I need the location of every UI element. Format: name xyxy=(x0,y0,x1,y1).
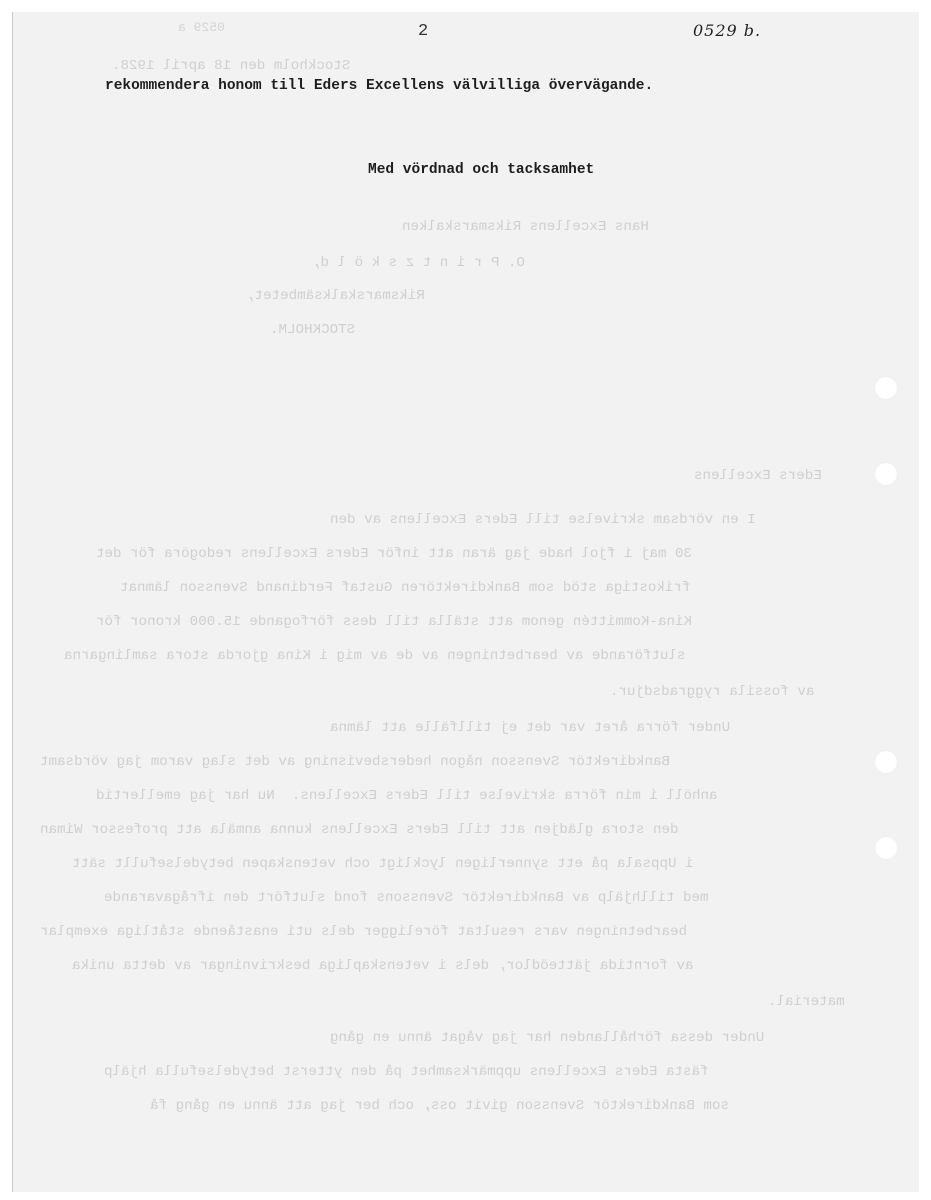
ghost-body-line: Under förra året var det ej tillfälle att lämna xyxy=(330,720,731,736)
ghost-body-line: frikostiga stöd som Bankdirektören Gustaf Ferdinand Svensson lämnat xyxy=(120,580,691,596)
ghost-body-line: 30 maj i fjol hade jag äran att inför Eders Excellens redogöra för det xyxy=(96,546,692,562)
document-page xyxy=(12,12,919,1192)
ghost-body-line: av forntida jätteödlor, dels i vetenskapliga beskrivningar av detta unika xyxy=(72,958,694,974)
ghost-body-line: som Bankdirektör Svensson givit oss, och ber jag att ännu en gång få xyxy=(150,1098,729,1114)
ghost-body-line: med tillhjälp av Bankdirektör Svenssons fond slutfört den ifrågavarande xyxy=(104,890,709,906)
punch-hole xyxy=(874,376,898,400)
punch-hole xyxy=(874,750,898,774)
ghost-address-line: Riksmarskalksämbetet, xyxy=(246,288,425,304)
ghost-body-line: den stora glädjen att till Eders Excellens kunna anmäla att professor Wiman xyxy=(40,822,679,838)
ghost-body-line: I en vördsam skrivelse till Eders Excellens av den xyxy=(330,512,756,528)
ghost-body-line: Kina-Kommittén genom att ställa till dess förfogande 15.000 kronor för xyxy=(96,614,692,630)
punch-hole xyxy=(874,462,898,486)
closing-line: Med vördnad och tacksamhet xyxy=(368,162,595,178)
ghost-address-line: Hans Excellens Riksmarskalken xyxy=(402,219,649,235)
ghost-date-line: Stockholm den 18 april 1928. xyxy=(112,58,351,74)
ghost-body-line: fästa Eders Excellens uppmärksamhet på den ytterst betydelsefulla hjälp xyxy=(104,1064,709,1080)
ghost-body-line: bearbetningen vars resultat föreligger dels uti enastående ståtliga exemplar xyxy=(40,924,688,940)
ghost-body-line: av fossila ryggradsdjur. xyxy=(610,684,815,700)
ghost-stamp: 0529 a xyxy=(178,20,225,35)
ghost-body-line: material. xyxy=(768,994,845,1010)
ghost-body-line: anhöll i min förra skrivelse till Eders Excellens. Nu har jag emellertid xyxy=(96,788,718,804)
ghost-body-line: Under dessa förhållanden har jag vågat ännu en gång xyxy=(330,1030,765,1046)
ghost-body-line: slutförande av bearbetningen av de av mig i Kina gjorda stora samlingarna xyxy=(64,648,686,664)
ghost-address-line: O. P r i n t z s k ö l d, xyxy=(312,255,525,271)
punch-hole xyxy=(874,836,898,860)
ghost-body-line: Bankdirektör Svensson någon hedersbevisning av det slag varom jag vördsamt xyxy=(40,754,671,770)
recommendation-line: rekommendera honom till Eders Excellens välvilliga övervägande. xyxy=(105,78,654,94)
ghost-salutation: Eders Excellens xyxy=(694,468,822,484)
archive-number: 0529 b. xyxy=(693,21,762,40)
page-number: 2 xyxy=(418,22,429,41)
ghost-body-line: i Uppsala på ett synnerligen lyckligt och vetenskapen betydelsefullt sätt xyxy=(72,856,694,872)
ghost-address-line: STOCKHOLM. xyxy=(270,322,356,338)
